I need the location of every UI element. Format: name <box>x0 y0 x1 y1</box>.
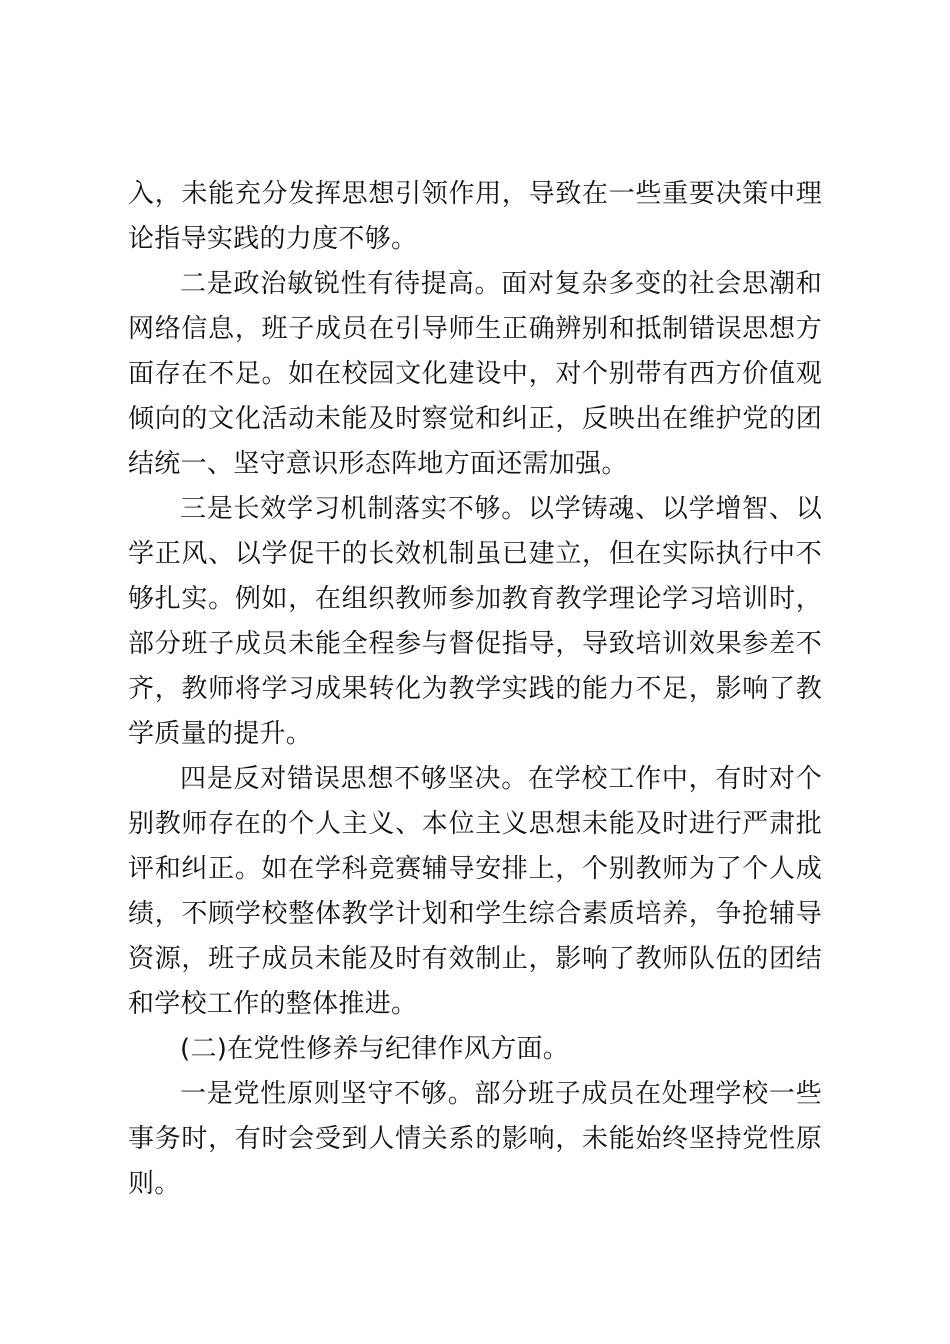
paragraph-learning-mechanism: 三是长效学习机制落实不够。以学铸魂、以学增智、以学正风、以学促干的长效机制虽已建立，但在实际执行中不够扎实。例如，在组织教师参加教育教学理论学习培训时，部分班子成员未能全程参与督促指导，导致培训效果参差不齐，教师将学习成果转化为教学实践的能力不足，影响了教学质量的提升。 <box>128 494 822 749</box>
section-heading-party-discipline: (二)在党性修养与纪律作风方面。 <box>180 1034 570 1064</box>
paragraph-party-principle: 一是党性原则坚守不够。部分班子成员在处理学校一些事务时，有时会受到人情关系的影响，未能始终坚持党性原则。 <box>128 1079 822 1199</box>
paragraph-opposing-wrong-ideas: 四是反对错误思想不够坚决。在学校工作中，有时对个别教师存在的个人主义、本位主义思想未能及时进行严肃批评和纠正。如在学科竞赛辅导安排上，个别教师为了个人成绩，不顾学校整体教学计划和学生综合素质培养，争抢辅导资源，班子成员未能及时有效制止，影响了教师队伍的团结和学校工作的整体推进。 <box>128 764 822 1019</box>
document-body <box>128 172 822 1207</box>
paragraph-political-sensitivity: 二是政治敏锐性有待提高。面对复杂多变的社会思潮和网络信息，班子成员在引导师生正确辨别和抵制错误思想方面存在不足。如在校园文化建设中，对个别带有西方价值观倾向的文化活动未能及时察觉和纠正，反映出在维护党的团结统一、坚守意识形态阵地方面还需加强。 <box>128 269 822 479</box>
paragraph-continuation: 入，未能充分发挥思想引领作用，导致在一些重要决策中理论指导实践的力度不够。 <box>128 179 822 254</box>
